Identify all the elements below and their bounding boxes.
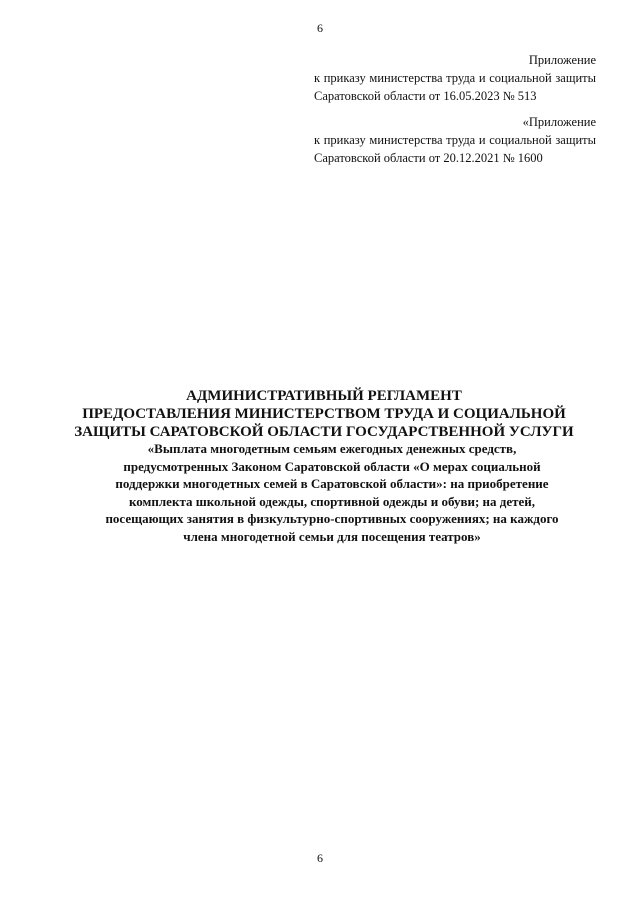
page-number-bottom: 6 <box>317 851 323 865</box>
annex-current-block <box>314 51 596 105</box>
service-name-line: члена многодетной семьи для посещения театров» <box>183 528 481 544</box>
service-name-line: посещающих занятия в физкультурно-спортивных сооружениях; на каждого <box>105 511 559 526</box>
service-name-line: предусмотренных Законом Саратовской области «О мерах социальной <box>123 458 541 474</box>
annex-previous-body: к приказу министерства труда и социальной защиты Саратовской области от 20.12.2021 № 1600 <box>314 133 596 165</box>
service-name-line: поддержки многодетных семей в Саратовской области»: на приобретение <box>115 476 549 491</box>
annex-current-title: Приложение <box>528 53 596 67</box>
document-title <box>62 387 586 441</box>
document-title-line: ПРЕДОСТАВЛЕНИЯ МИНИСТЕРСТВОМ ТРУДА И СОЦИАЛЬНОЙ <box>82 406 566 422</box>
service-name-line: комплекта школьной одежды, спортивной одежды и обуви; на детей, <box>128 493 536 509</box>
page-number-top: 6 <box>317 21 323 35</box>
service-name-line: «Выплата многодетным семьям ежегодных денежных средств, <box>147 441 517 456</box>
service-name <box>62 440 602 545</box>
annex-previous-title: «Приложение <box>522 115 596 129</box>
document-title-line: АДМИНИСТРАТИВНЫЙ РЕГЛАМЕНТ <box>186 388 462 404</box>
annex-previous-block <box>314 113 596 167</box>
annex-current-body: к приказу министерства труда и социальной защиты Саратовской области от 16.05.2023 № 513 <box>314 71 596 103</box>
document-title-line: ЗАЩИТЫ САРАТОВСКОЙ ОБЛАСТИ ГОСУДАРСТВЕННОЙ УСЛУГИ <box>74 424 574 440</box>
